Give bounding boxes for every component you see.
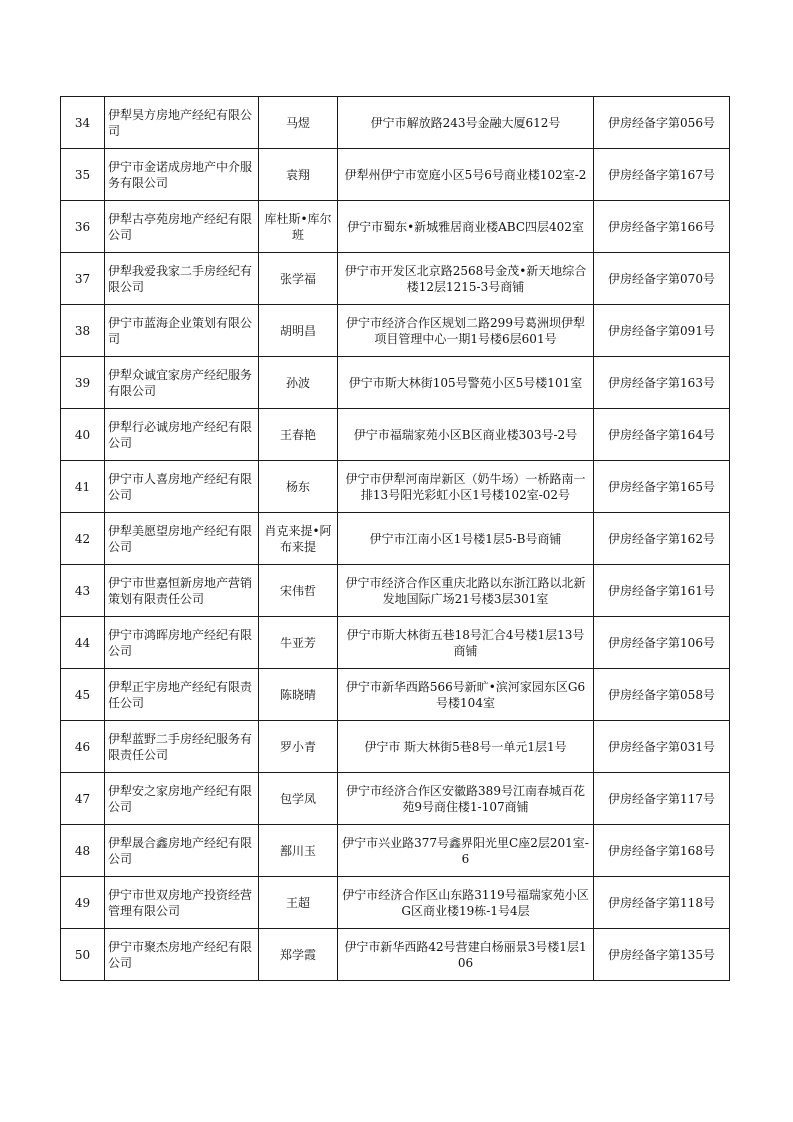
legal-representative: 王春艳	[259, 409, 338, 461]
table-row	[61, 669, 730, 721]
filing-number: 伊房经备字第167号	[594, 149, 730, 201]
company-name: 伊犁安之家房地产经纪有限公司	[105, 773, 259, 825]
table-row	[61, 357, 730, 409]
filing-number: 伊房经备字第165号	[594, 461, 730, 513]
legal-representative: 胡明昌	[259, 305, 338, 357]
filing-number: 伊房经备字第056号	[594, 97, 730, 149]
filing-number: 伊房经备字第168号	[594, 825, 730, 877]
filing-number: 伊房经备字第166号	[594, 201, 730, 253]
table-row	[61, 149, 730, 201]
company-name: 伊宁市金诺成房地产中介服务有限公司	[105, 149, 259, 201]
company-name: 伊宁市聚杰房地产经纪有限公司	[105, 929, 259, 981]
row-number: 45	[61, 669, 105, 721]
table-row	[61, 825, 730, 877]
row-number: 36	[61, 201, 105, 253]
table-row	[61, 461, 730, 513]
legal-representative: 牛亚芳	[259, 617, 338, 669]
legal-representative: 罗小青	[259, 721, 338, 773]
filing-number: 伊房经备字第163号	[594, 357, 730, 409]
business-address: 伊犁州伊宁市宽庭小区5号6号商业楼102室-2	[338, 149, 594, 201]
table-row	[61, 409, 730, 461]
business-address: 伊宁市新华西路42号营建白杨丽景3号楼1层106	[338, 929, 594, 981]
company-name: 伊宁市世双房地产投资经营管理有限公司	[105, 877, 259, 929]
company-name: 伊犁众诚宜家房产经纪服务有限公司	[105, 357, 259, 409]
row-number: 37	[61, 253, 105, 305]
table-row	[61, 201, 730, 253]
filing-number: 伊房经备字第058号	[594, 669, 730, 721]
legal-representative: 鄯川玉	[259, 825, 338, 877]
table-row	[61, 773, 730, 825]
row-number: 34	[61, 97, 105, 149]
legal-representative: 张学福	[259, 253, 338, 305]
row-number: 49	[61, 877, 105, 929]
table-row	[61, 929, 730, 981]
row-number: 41	[61, 461, 105, 513]
filing-number: 伊房经备字第070号	[594, 253, 730, 305]
company-name: 伊犁美愿望房地产经纪有限公司	[105, 513, 259, 565]
legal-representative: 郑学霞	[259, 929, 338, 981]
agency-registry-table	[60, 96, 730, 981]
filing-number: 伊房经备字第091号	[594, 305, 730, 357]
company-name: 伊宁市世嘉恒新房地产营销策划有限责任公司	[105, 565, 259, 617]
company-name: 伊犁古亭苑房地产经纪有限公司	[105, 201, 259, 253]
legal-representative: 孙波	[259, 357, 338, 409]
legal-representative: 马煜	[259, 97, 338, 149]
filing-number: 伊房经备字第106号	[594, 617, 730, 669]
row-number: 50	[61, 929, 105, 981]
filing-number: 伊房经备字第135号	[594, 929, 730, 981]
row-number: 38	[61, 305, 105, 357]
business-address: 伊宁市新华西路566号新旷•滨河家园东区G6号楼104室	[338, 669, 594, 721]
company-name: 伊宁市蓝海企业策划有限公司	[105, 305, 259, 357]
table-row	[61, 721, 730, 773]
business-address: 伊宁市经济合作区安徽路389号江南春城百花苑9号商住楼1-107商铺	[338, 773, 594, 825]
legal-representative: 袁翔	[259, 149, 338, 201]
table-row	[61, 513, 730, 565]
legal-representative: 杨东	[259, 461, 338, 513]
row-number: 48	[61, 825, 105, 877]
company-name: 伊犁正宇房地产经纪有限责任公司	[105, 669, 259, 721]
business-address: 伊宁市经济合作区重庆北路以东浙江路以北新发地国际广场21号楼3层301室	[338, 565, 594, 617]
legal-representative: 宋伟哲	[259, 565, 338, 617]
filing-number: 伊房经备字第117号	[594, 773, 730, 825]
filing-number: 伊房经备字第161号	[594, 565, 730, 617]
company-name: 伊犁我爱我家二手房经纪有限公司	[105, 253, 259, 305]
business-address: 伊宁市斯大林街105号警苑小区5号楼101室	[338, 357, 594, 409]
filing-number: 伊房经备字第031号	[594, 721, 730, 773]
business-address: 伊宁市开发区北京路2568号金茂•新天地综合楼12层1215-3号商铺	[338, 253, 594, 305]
business-address: 伊宁市伊犁河南岸新区（奶牛场）一桥路南一排13号阳光彩虹小区1号楼102室-02号	[338, 461, 594, 513]
business-address: 伊宁市 斯大林街5巷8号一单元1层1号	[338, 721, 594, 773]
row-number: 46	[61, 721, 105, 773]
filing-number: 伊房经备字第162号	[594, 513, 730, 565]
registry-table-body	[61, 97, 730, 981]
registry-sheet	[60, 96, 729, 981]
business-address: 伊宁市福瑞家苑小区B区商业楼303号-2号	[338, 409, 594, 461]
row-number: 47	[61, 773, 105, 825]
legal-representative: 陈晓晴	[259, 669, 338, 721]
company-name: 伊犁昊方房地产经纪有限公司	[105, 97, 259, 149]
row-number: 35	[61, 149, 105, 201]
table-row	[61, 565, 730, 617]
business-address: 伊宁市经济合作区山东路3119号福瑞家苑小区G区商业楼19栋-1号4层	[338, 877, 594, 929]
business-address: 伊宁市江南小区1号楼1层5-B号商铺	[338, 513, 594, 565]
row-number: 40	[61, 409, 105, 461]
business-address: 伊宁市蜀东•新城雅居商业楼ABC四层402室	[338, 201, 594, 253]
company-name: 伊犁晟合鑫房地产经纪有限公司	[105, 825, 259, 877]
company-name: 伊犁行必诚房地产经纪有限公司	[105, 409, 259, 461]
business-address: 伊宁市解放路243号金融大厦612号	[338, 97, 594, 149]
filing-number: 伊房经备字第164号	[594, 409, 730, 461]
company-name: 伊宁市鸿晖房地产经纪有限公司	[105, 617, 259, 669]
business-address: 伊宁市斯大林街五巷18号汇合4号楼1层13号商铺	[338, 617, 594, 669]
company-name: 伊犁蓝野二手房经纪服务有限责任公司	[105, 721, 259, 773]
table-row	[61, 97, 730, 149]
table-row	[61, 253, 730, 305]
business-address: 伊宁市经济合作区规划二路299号葛洲坝伊犁项目管理中心一期1号楼6层601号	[338, 305, 594, 357]
legal-representative: 包学凤	[259, 773, 338, 825]
table-row	[61, 617, 730, 669]
legal-representative: 库杜斯•库尔班	[259, 201, 338, 253]
row-number: 43	[61, 565, 105, 617]
legal-representative: 肖克来提•阿布来提	[259, 513, 338, 565]
table-row	[61, 877, 730, 929]
filing-number: 伊房经备字第118号	[594, 877, 730, 929]
table-row	[61, 305, 730, 357]
business-address: 伊宁市兴业路377号鑫界阳光里C座2层201室-6	[338, 825, 594, 877]
row-number: 44	[61, 617, 105, 669]
company-name: 伊宁市人喜房地产经纪有限公司	[105, 461, 259, 513]
row-number: 42	[61, 513, 105, 565]
legal-representative: 王超	[259, 877, 338, 929]
row-number: 39	[61, 357, 105, 409]
